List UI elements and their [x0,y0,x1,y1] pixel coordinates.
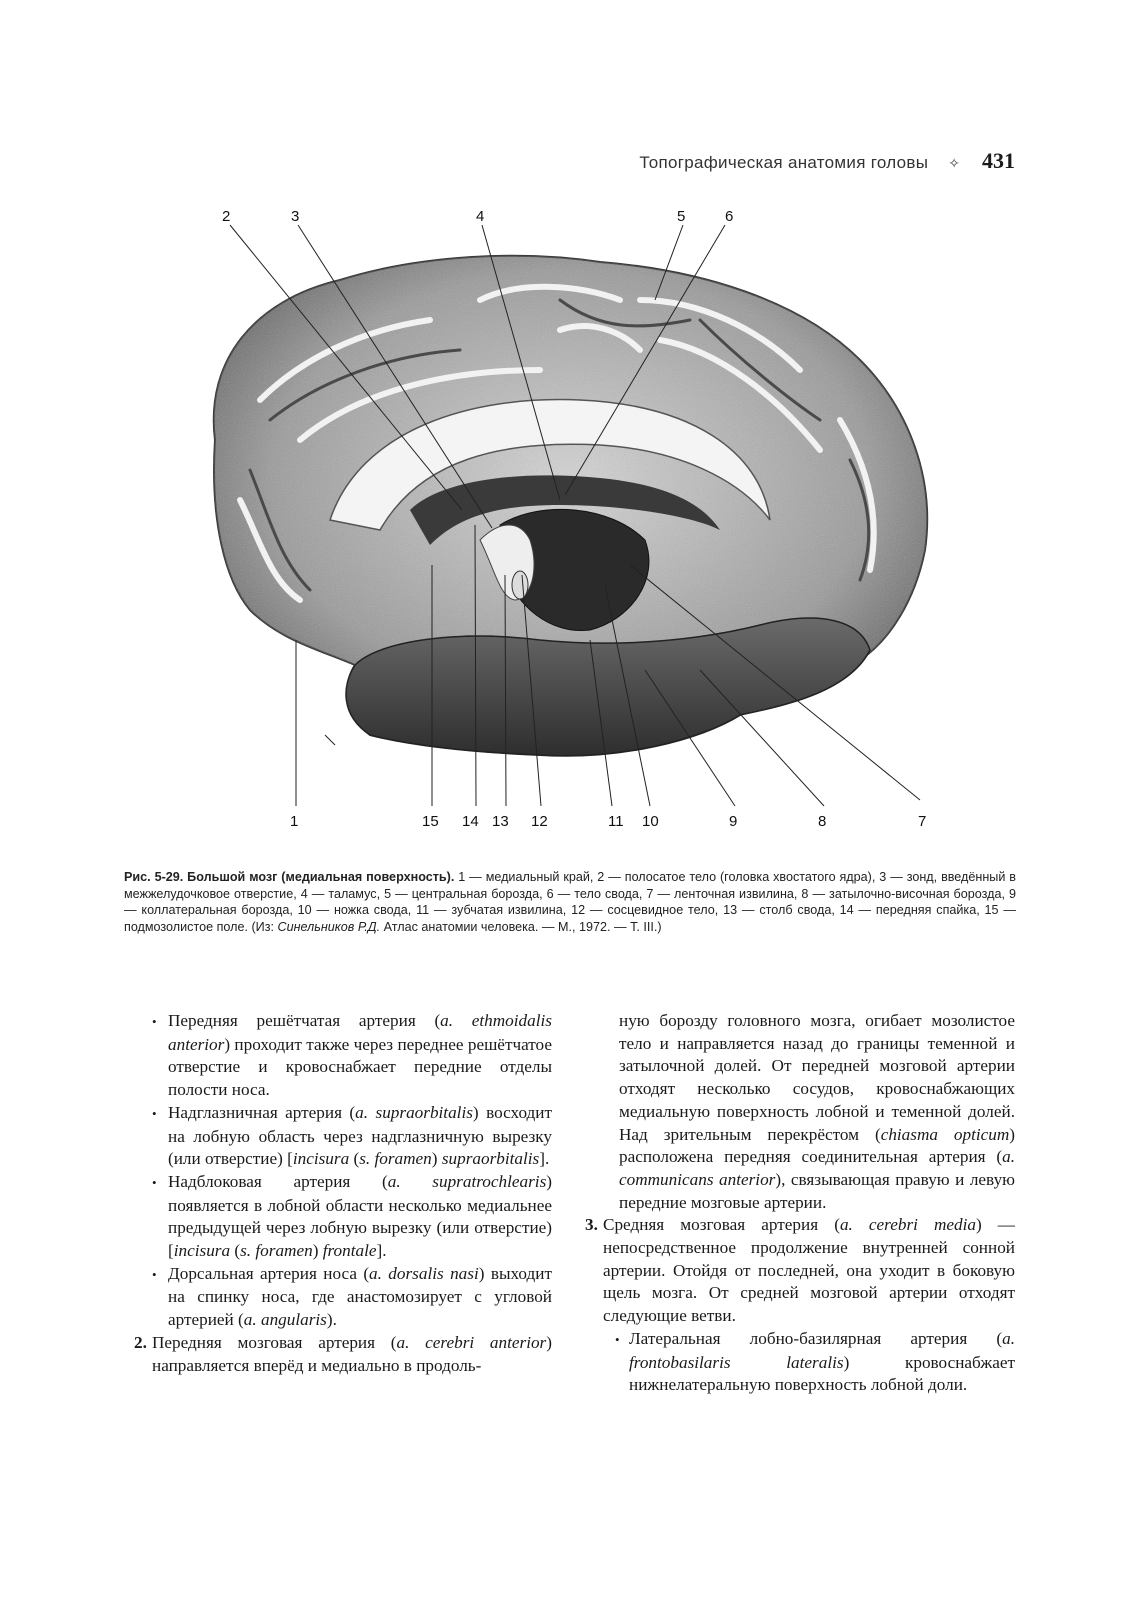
list-item: • Надглазничная артерия (a. supraorbitalis) восходит на лобную область через надглазничную вырезку (или отверстие) [incisura (s. foramen) supraorbitalis]. [134,1102,552,1171]
callout-9: 9 [729,813,738,830]
callout-1: 1 [290,813,299,830]
numbered-item-3: 3. Средняя мозговая артерия (a. cerebri media) — непосредственное продолжение внутренней сонной артерии. Отойдя от последней, она уходит в боковую щель мозга. От средней мозговой артерии отходят следующие ветви. [585,1215,1015,1326]
callout-2: 2 [222,208,231,225]
figure-caption-reference-author: Синельников Р.Д. [277,919,381,934]
list-item: • Передняя решётчатая артерия (a. ethmoidalis anterior) проходит также через переднее решётчатое отверстие и кровоснабжает передние отделы полости носа. [134,1010,552,1102]
paragraph-continuation: ную борозду головного мозга, огибает мозолистое тело и направляется назад до границы теменной и затылочной долей. От передней мозговой артерии отходят несколько сосудов, кровоснабжающих медиальную поверхность лобной и теменной долей. Над зрительным перекрёстом (chiasma opticum) расположена передняя соединительная артерия (a. communicans anterior), связывающая правую и левую передние мозговые артерии. [619,1011,1016,1212]
callout-6: 6 [725,208,734,225]
callout-4: 4 [476,208,485,225]
callout-13: 13 [492,813,509,830]
figure-caption-text: 1 — медиальный край, 2 — полосатое тело (головка хвостатого ядра), 3 — зонд, введённый в межжелудочковое отверстие, 4 — таламус, 5 — центральная борозда, 6 — тело свода, 7 — ленточная извилина, 8 — затылочно-височная борозда, 9 — коллатеральная борозда, 10 — ножка свода, 11 — зубчатая извилина, 12 — сосцевидное тело, 13 — столб свода, 14 — передняя спайка, 15 — подмозолистое поле. (Из: [124,870,1016,934]
callout-7: 7 [918,813,927,830]
callout-3: 3 [291,208,300,225]
callout-8: 8 [818,813,827,830]
list-item: • Латеральная лобно-базилярная артерия (a. frontobasilaris lateralis) кровоснабжает нижнелатеральную поверхность лобной доли. [603,1328,1015,1397]
mamillary-body [512,571,528,599]
list-item: • Надблоковая артерия (a. supratrochlearis) появляется в лобной области несколько медиальнее предыдущей через лобную вырезку (или отверстие) [incisura (s. foramen) frontale]. [134,1171,552,1263]
callout-5: 5 [677,208,686,225]
numbered-item-2: 2. Передняя мозговая артерия (a. cerebri anterior) направляется вперёд и медиально в продоль- [134,1332,552,1375]
text-column-left [134,1010,552,1377]
callout-14: 14 [462,813,479,830]
callout-10: 10 [642,813,659,830]
text-column-right [585,1010,1015,1397]
list-item: • Дорсальная артерия носа (a. dorsalis nasi) выходит на спинку носа, где анастомозирует с угловой артерией (a. angularis). [134,1263,552,1332]
callout-11: 11 [608,813,624,830]
callout-15: 15 [422,813,439,830]
diamond-ornament-icon: ✧ [948,155,960,171]
page-number: 431 [982,148,1015,173]
figure-caption [124,869,1016,935]
callout-labels-top [222,208,733,225]
callout-labels-bottom [290,813,926,830]
figure-caption-title: Рис. 5-29. Большой мозг (медиальная поверхность). [124,870,455,884]
figure-caption-reference: Атлас анатомии человека. — М., 1972. — Т. III.) [380,919,662,934]
running-header-title: Топографическая анатомия головы [639,153,929,172]
callout-12: 12 [531,813,548,830]
